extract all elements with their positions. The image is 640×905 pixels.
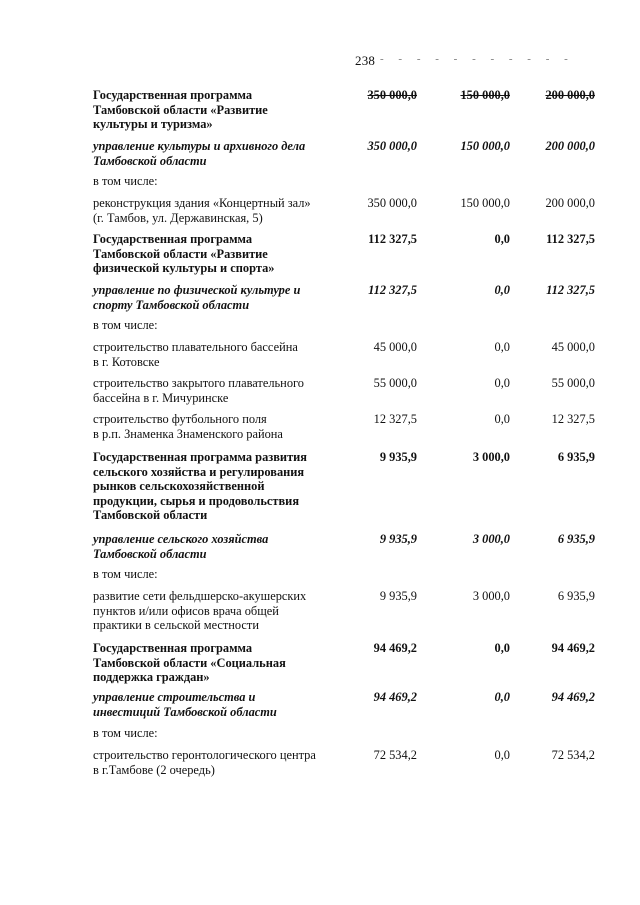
row-label-line: Тамбовской области <box>93 546 207 561</box>
row-label-line: Тамбовской области <box>93 153 207 168</box>
row-value-col1: 94 469,2 <box>373 690 417 704</box>
row-label <box>93 340 343 369</box>
row-label-line: строительство закрытого плавательного <box>93 376 304 390</box>
row-value-col1: 112 327,5 <box>368 232 417 246</box>
row-label-line: реконструкция здания «Концертный зал» <box>93 196 311 210</box>
row-label <box>93 690 343 719</box>
row-label <box>93 567 343 582</box>
row-label-line: в г. Котовске <box>93 354 160 369</box>
row-value-col1: 350 000,0 <box>367 196 417 210</box>
row-value-col2: 150 000,0 <box>460 88 510 102</box>
row-label-line: Государственная программа <box>93 641 253 655</box>
row-label-line: развитие сети фельдшерско-акушерских <box>93 589 307 603</box>
row-value-col3: 200 000,0 <box>545 88 595 102</box>
row-value-col2: 0,0 <box>494 690 510 704</box>
row-label-line: рынков сельскохозяйственной <box>93 479 265 493</box>
row-label-line: физической культуры и спорта» <box>93 261 275 275</box>
row-value-col2: 0,0 <box>494 412 510 426</box>
row-label-line: Государственная программа <box>93 88 253 102</box>
row-label-line: практики в сельской местности <box>93 618 259 632</box>
row-value-col3: 6 935,9 <box>557 532 595 546</box>
row-value-col1: 72 534,2 <box>373 748 417 762</box>
row-label-line: поддержка граждан» <box>93 670 210 684</box>
row-label-line: (г. Тамбов, ул. Державинская, 5) <box>93 210 263 225</box>
row-value-col2: 0,0 <box>494 232 510 246</box>
row-value-col3: 112 327,5 <box>546 232 595 246</box>
row-value-col2: 3 000,0 <box>472 450 510 464</box>
row-value-col1: 9 935,9 <box>379 450 417 464</box>
row-label-line: Тамбовской области «Развитие <box>93 102 268 117</box>
row-value-col1: 9 935,9 <box>379 532 417 546</box>
row-label-line: пунктов и/или офисов врача общей <box>93 603 279 618</box>
row-value-col3: 200 000,0 <box>545 139 595 153</box>
row-label <box>93 88 343 132</box>
row-label <box>93 139 343 168</box>
row-label-line: управление по физической культуре и <box>93 283 301 297</box>
row-value-col1: 112 327,5 <box>368 283 417 297</box>
row-value-col2: 150 000,0 <box>460 196 510 210</box>
row-value-col2: 0,0 <box>494 283 510 297</box>
row-label-line: строительство геронтологического центра <box>93 748 316 762</box>
row-label <box>93 589 343 633</box>
row-value-col3: 200 000,0 <box>545 196 595 210</box>
row-label-line: в р.п. Знаменка Знаменского района <box>93 426 283 441</box>
row-value-col2: 150 000,0 <box>460 139 510 153</box>
row-value-col2: 0,0 <box>494 641 510 655</box>
row-value-col3: 55 000,0 <box>551 376 595 390</box>
row-value-col1: 350 000,0 <box>367 88 417 102</box>
row-value-col2: 0,0 <box>494 376 510 390</box>
row-label <box>93 376 343 405</box>
row-value-col1: 9 935,9 <box>379 589 417 603</box>
header-marks: - - - - - - - - - - - <box>380 53 574 65</box>
row-label-line: Государственная программа развития <box>93 450 307 464</box>
row-label-line: Тамбовской области «Социальная <box>93 655 286 670</box>
row-label-line: в том числе: <box>93 318 158 332</box>
row-label-line: строительство плавательного бассейна <box>93 340 298 354</box>
row-label <box>93 641 343 685</box>
row-label-line: Тамбовской области «Развитие <box>93 246 268 261</box>
row-value-col1: 55 000,0 <box>373 376 417 390</box>
row-value-col3: 6 935,9 <box>557 589 595 603</box>
row-label <box>93 532 343 561</box>
row-label-line: в г.Тамбове (2 очередь) <box>93 762 215 777</box>
row-label-line: управление сельского хозяйства <box>93 532 269 546</box>
row-value-col3: 94 469,2 <box>551 690 595 704</box>
row-label <box>93 283 343 312</box>
row-label-line: спорту Тамбовской области <box>93 297 250 312</box>
row-value-col1: 350 000,0 <box>367 139 417 153</box>
row-label-line: строительство футбольного поля <box>93 412 267 426</box>
row-value-col3: 12 327,5 <box>551 412 595 426</box>
row-label-line: в том числе: <box>93 567 158 581</box>
row-value-col3: 72 534,2 <box>551 748 595 762</box>
row-label <box>93 318 343 333</box>
row-value-col2: 3 000,0 <box>472 532 510 546</box>
row-label <box>93 174 343 189</box>
row-label-line: в том числе: <box>93 726 158 740</box>
row-label-line: управление культуры и архивного дела <box>93 139 306 153</box>
row-label <box>93 748 343 777</box>
row-label <box>93 726 343 741</box>
row-label-line: в том числе: <box>93 174 158 188</box>
row-label-line: управление строительства и <box>93 690 256 704</box>
row-label-line: Тамбовской области <box>93 508 208 522</box>
row-value-col3: 112 327,5 <box>546 283 595 297</box>
row-label-line: продукции, сырья и продовольствия <box>93 493 300 508</box>
row-label <box>93 450 343 523</box>
row-label-line: сельского хозяйства и регулирования <box>93 464 305 479</box>
page-number: 238 <box>355 53 376 68</box>
row-value-col1: 94 469,2 <box>373 641 417 655</box>
row-value-col2: 0,0 <box>494 340 510 354</box>
row-label-line: инвестиций Тамбовской области <box>93 704 277 719</box>
row-value-col1: 45 000,0 <box>373 340 417 354</box>
row-value-col2: 3 000,0 <box>472 589 510 603</box>
row-value-col3: 94 469,2 <box>551 641 595 655</box>
row-label <box>93 232 343 276</box>
row-value-col3: 6 935,9 <box>557 450 595 464</box>
row-value-col2: 0,0 <box>494 748 510 762</box>
row-label-line: бассейна в г. Мичуринске <box>93 390 229 405</box>
row-label-line: культуры и туризма» <box>93 117 213 131</box>
row-value-col3: 45 000,0 <box>551 340 595 354</box>
row-label <box>93 412 343 441</box>
row-label <box>93 196 343 225</box>
row-value-col1: 12 327,5 <box>373 412 417 426</box>
row-label-line: Государственная программа <box>93 232 253 246</box>
